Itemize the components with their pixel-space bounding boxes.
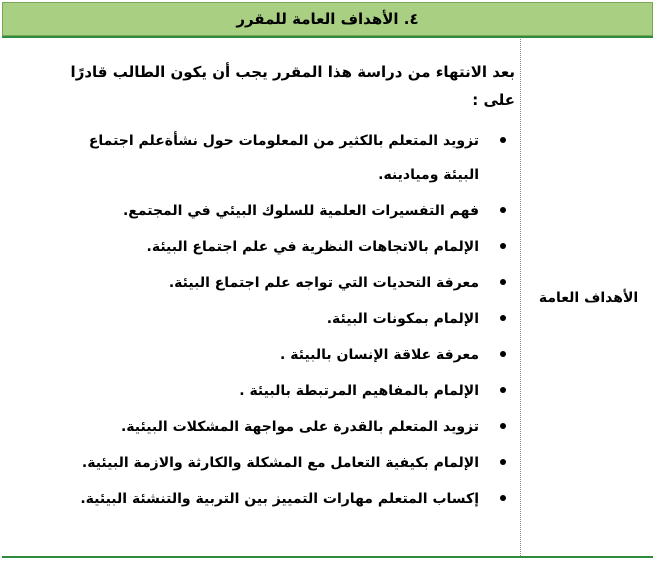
objective-item bbox=[55, 124, 515, 192]
objective-item bbox=[55, 446, 515, 480]
objective-text: معرفة التحديات التي تواجه علم اجتماع البيئة. bbox=[168, 275, 479, 291]
objectives-list bbox=[55, 124, 515, 516]
bullet-icon bbox=[500, 351, 506, 357]
objective-text: الإلمام بالاتجاهات النظرية في علم اجتماع البيئة. bbox=[146, 239, 479, 255]
objective-item bbox=[55, 230, 515, 264]
objective-text: الإلمام بكيفية التعامل مع المشكلة والكارثة والازمة البيئية. bbox=[81, 455, 479, 471]
intro-text: بعد الانتهاء من دراسة هذا المقرر يجب أن يكون الطالب قادرًا على : bbox=[70, 63, 515, 109]
objective-item bbox=[55, 374, 515, 408]
objective-item bbox=[55, 266, 515, 300]
objective-text: الإلمام بمكونات البيئة. bbox=[326, 311, 479, 327]
footer-rule bbox=[2, 556, 653, 558]
bullet-icon bbox=[500, 137, 506, 143]
objective-text: فهم التفسيرات العلمية للسلوك البيئي في المجتمع. bbox=[122, 203, 479, 219]
objective-item bbox=[55, 410, 515, 444]
bullet-icon bbox=[500, 207, 506, 213]
objective-item bbox=[55, 302, 515, 336]
objective-item bbox=[55, 338, 515, 372]
bullet-icon bbox=[500, 279, 506, 285]
section-title: ٤. الأهداف العامة للمقرر bbox=[236, 10, 419, 28]
objective-text: تزويد المتعلم بالقدرة على مواجهة المشكلات البيئية. bbox=[120, 419, 479, 435]
bullet-icon bbox=[500, 243, 506, 249]
objective-text: إكساب المتعلم مهارات التمييز بين التربية والتنشئة البيئية. bbox=[80, 491, 479, 507]
column-divider bbox=[520, 39, 521, 556]
objective-item bbox=[55, 194, 515, 228]
objective-text: الإلمام بالمفاهيم المرتبطة بالبيئة . bbox=[239, 383, 479, 399]
objective-text: معرفة علاقة الإنسان بالبيئة . bbox=[280, 347, 479, 363]
objectives-cell bbox=[55, 58, 515, 518]
bullet-icon bbox=[500, 423, 506, 429]
row-label: الأهداف العامة bbox=[538, 289, 639, 306]
row-label-cell bbox=[522, 39, 655, 556]
objective-item bbox=[55, 482, 515, 516]
bullet-icon bbox=[500, 459, 506, 465]
bullet-icon bbox=[500, 387, 506, 393]
section-header bbox=[2, 2, 653, 36]
objective-text: تزويد المتعلم بالكثير من المعلومات حول نشأةعلم اجتماع البيئة وميادينه. bbox=[88, 133, 479, 183]
bullet-icon bbox=[500, 315, 506, 321]
header-rule bbox=[2, 36, 653, 38]
bullet-icon bbox=[500, 495, 506, 501]
